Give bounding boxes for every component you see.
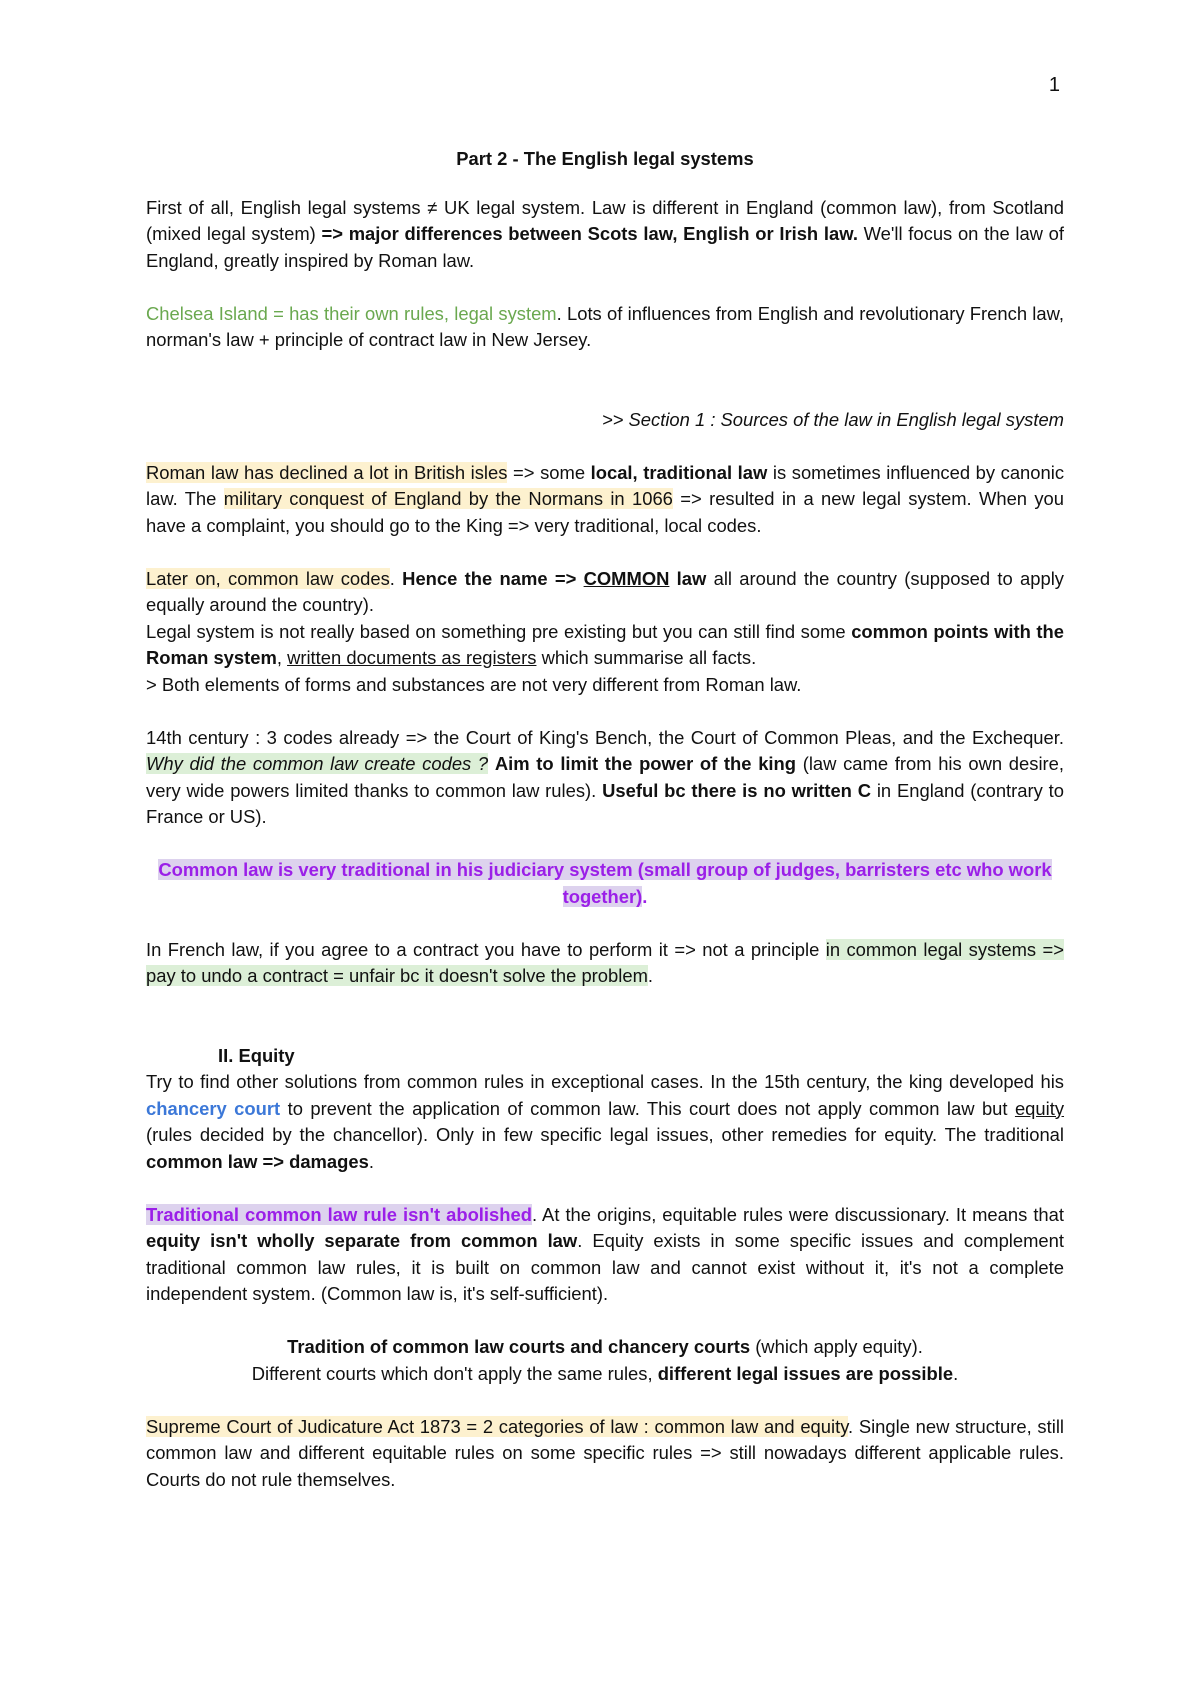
paragraph-forms: > Both elements of forms and substances are not very different from Roman law. (146, 673, 802, 695)
text: . Single new structure, still common law and different equitable rules on some specific rules => still nowadays different applicable rules. Courts do not rule themselves. (146, 1415, 1064, 1490)
text: . (389, 567, 403, 589)
spacer (146, 1016, 1064, 1043)
highlight-purple: Traditional common law rule isn't abolished (146, 1203, 532, 1225)
underlined-text: written documents as registers (287, 647, 537, 668)
bold-text: local, traditional law (590, 461, 768, 483)
text: Different courts which don't apply the same rules, (251, 1362, 658, 1384)
text: , (276, 647, 288, 668)
highlight-yellow: Later on, common law codes (146, 567, 390, 589)
bold-text: Tradition of common law courts and chancery courts (287, 1336, 751, 1357)
text: In French law, if you agree to a contract you have to perform it => not a principle (146, 938, 826, 960)
subheading-equity: II. Equity (218, 1044, 295, 1066)
bold-text: common points with the Roman system (146, 620, 1064, 668)
blue-text: chancery court (146, 1097, 281, 1119)
section-heading: >> Section 1 : Sources of the law in English legal system (601, 408, 1064, 430)
bold-text: Aim to limit the power of the king (494, 753, 797, 774)
text: is sometimes influenced by canonic law. The (146, 461, 1065, 509)
text: First of all, English legal systems ≠ UK legal system. Law is different in England (common law), from Scotland (mixed legal system) (146, 196, 1064, 244)
text: (which apply equity). (750, 1336, 923, 1357)
page-number: 1 (1048, 74, 1060, 96)
paragraph-intro (146, 195, 1064, 275)
paragraph-chelsea (146, 301, 1064, 354)
highlight-green-italic: Why did the common law create codes ? (146, 753, 489, 774)
text: . Equity exists in some specific issues and complement traditional common law rules, it is built on common law and cannot exist without it, it's not a complete independent system. (Common law is, it's self-sufficient). (146, 1230, 1064, 1304)
bold-text: equity isn't wholly separate from common law (146, 1230, 578, 1251)
text: We'll focus on the law of England, greatly inspired by Roman law. (146, 223, 1064, 271)
paragraph-not-abolished (146, 1202, 1064, 1308)
bold-text: different legal issues are possible (657, 1362, 954, 1384)
highlight-yellow: military conquest of England by the Normans in 1066 (223, 488, 673, 509)
text: to prevent the application of common law. This court does not apply common law but (280, 1097, 1015, 1119)
text: . (953, 1362, 959, 1384)
highlight-green: in common legal systems => pay to undo a contract = unfair bc it doesn't solve the problem (146, 938, 1065, 986)
spacer (146, 380, 1064, 407)
text: 14th century : 3 codes already => the Court of King's Bench, the Court of Common Pleas, and the Exchequer. (146, 726, 1064, 748)
text: . Lots of influences from English and revolutionary French law, norman's law + principle of contract law in New Jersey. (146, 302, 1064, 350)
paragraph-equity (146, 1069, 1064, 1175)
text (488, 753, 495, 774)
highlight-purple: Common law is very traditional in his judiciary system (small group of judges, barristers etc who work together) (158, 859, 1052, 907)
text: (rules decided by the chancellor). Only in few specific legal issues, other remedies for equity. The traditional (146, 1124, 1064, 1145)
underlined-bold-text: COMMON (583, 567, 670, 589)
text: which summarise all facts. (536, 647, 757, 668)
paragraph-judicature-act (146, 1414, 1064, 1494)
document-body (146, 146, 1064, 1520)
text: . At the origins, equitable rules were discussionary. It means that (531, 1203, 1064, 1225)
green-text: Chelsea Island = has their own rules, legal system (146, 302, 557, 324)
bold-text: law (669, 567, 707, 589)
highlight-yellow: Roman law has declined a lot in British isles (146, 461, 508, 483)
purple-text: . (642, 885, 648, 907)
text: (law came from his own desire, very wide powers limited thanks to common law rules). (146, 753, 1064, 801)
paragraph-french-law (146, 937, 1064, 990)
text: . (368, 1150, 374, 1172)
text: . (647, 965, 654, 986)
paragraph-roman-law (146, 460, 1064, 540)
paragraph-14th-century (146, 725, 1064, 831)
text: => resulted in a new legal system. When you have a complaint, you should go to the King => very traditional, local codes. (146, 488, 1065, 536)
paragraph-tradition-courts (146, 1334, 1064, 1387)
paragraph-common-law (146, 566, 1064, 619)
paragraph-traditional-system (146, 857, 1064, 910)
text: Legal system is not really based on something pre existing but you can still find some (146, 620, 852, 642)
bold-text: => major differences between Scots law, English or Irish law. (321, 223, 858, 244)
paragraph-legal-system (146, 619, 1064, 672)
bold-text: common law => damages (146, 1150, 369, 1172)
text: Try to find other solutions from common rules in exceptional cases. In the 15th century, the king developed his (146, 1071, 1064, 1092)
underlined-text: equity (1014, 1097, 1065, 1119)
text: => some (507, 461, 591, 483)
page-title: Part 2 - The English legal systems (456, 148, 754, 169)
bold-text: Useful bc there is no written C (602, 779, 872, 801)
text: in England (contrary to France or US). (146, 779, 1064, 827)
bold-text: Hence the name => (402, 567, 584, 589)
text: all around the country (supposed to apply equally around the country). (146, 567, 1064, 615)
highlight-yellow: Supreme Court of Judicature Act 1873 = 2 categories of law : common law and equity (146, 1415, 849, 1437)
